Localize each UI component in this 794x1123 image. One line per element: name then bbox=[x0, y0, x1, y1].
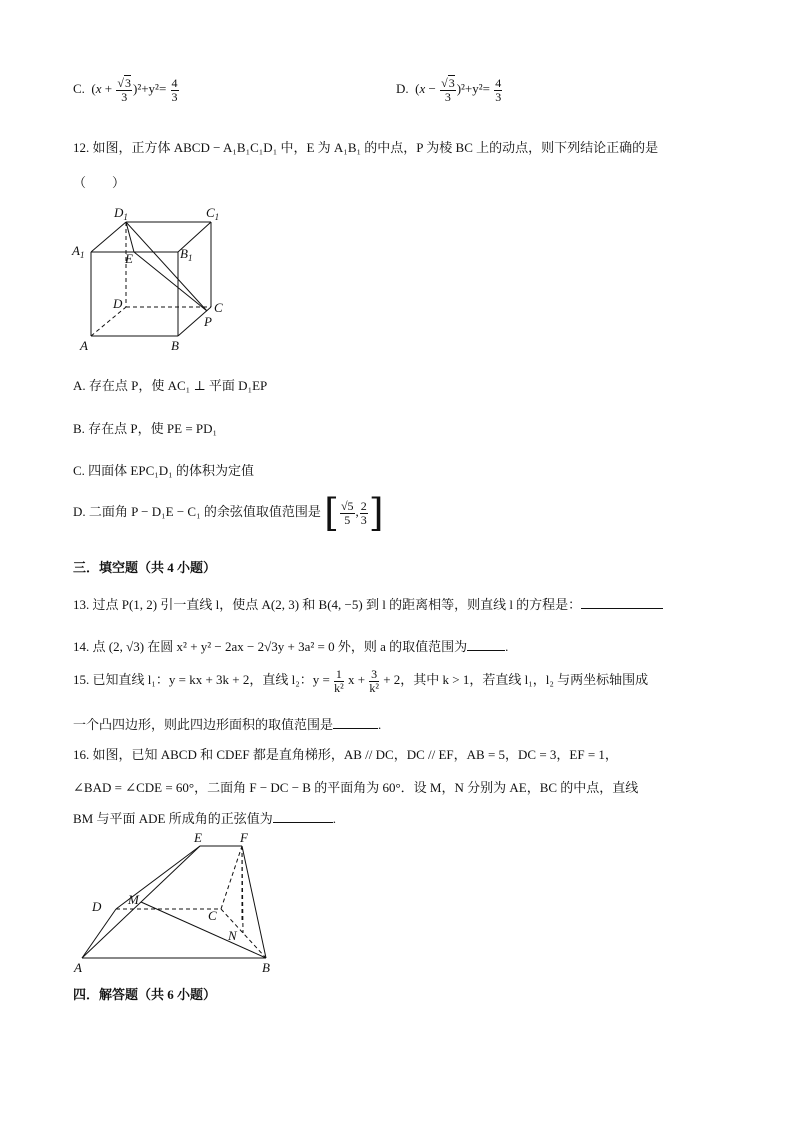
q13-answer-blank bbox=[581, 608, 663, 609]
q16-trapezoid-figure bbox=[70, 828, 290, 978]
q14-answer-blank bbox=[467, 650, 505, 651]
q12-label-e: E bbox=[125, 251, 133, 266]
q12-label-b: B bbox=[171, 338, 179, 353]
q11-option-d: D. (x − $\frac{√3}{3}$ )²+y²= $\frac{4}{3}$ bbox=[396, 76, 502, 104]
q12-label-a1: $A_1$ bbox=[72, 243, 85, 260]
q12-option-a: A. 存在点 P，使 AC₁ ⊥ 平面 D₁EP bbox=[73, 378, 268, 393]
q16-line1: 16. 如图，已知 ABCD 和 CDEF 都是直角梯形，AB // DC，DC // EF，AB = 5，DC = 3，EF = 1， bbox=[73, 747, 618, 762]
q16-label-m: M bbox=[128, 892, 139, 907]
q12-label-c: C bbox=[214, 300, 223, 315]
q16-answer-blank bbox=[273, 822, 333, 823]
q16-label-n: N bbox=[228, 928, 237, 943]
q14: 14. 点 (2, √3) 在圆 x² + y² − 2ax − 2√3y + 3a² = 0 外，则 a 的取值范围为 . bbox=[73, 639, 509, 654]
q16-line2: ∠BAD = ∠CDE = 60°，二面角 F − DC − B 的平面角为 60°．设 M，N 分别为 AE，BC 的中点，直线 bbox=[73, 780, 639, 795]
q12-label-a: A bbox=[80, 338, 88, 353]
q15-line1: 15. 已知直线 l₁：y = kx + 3k + 2，直线 l₂：y = $\frac{1}{\text{k²}}$ x + $\frac{3}{\text{k²}}$ + 2，其中 k > 1，若直线 l₁，l₂ 与两坐标轴围成 bbox=[73, 667, 649, 695]
q12-label-p: P bbox=[204, 314, 212, 329]
section-3-heading: 三．填空题（共 4 小题） bbox=[73, 560, 217, 575]
q12-option-d: D. 二面角 P − D₁E − C₁ 的余弦值取值范围是 [ $\frac{√5}{5}$ , $\frac{2}{3}$ ] bbox=[73, 491, 384, 535]
q12-label-c1: $C_1$ bbox=[206, 205, 220, 222]
q12-label-d1: $D_1$ bbox=[114, 205, 128, 222]
q15-line2: 一个凸四边形，则此四边形面积的取值范围是 . bbox=[73, 717, 382, 732]
q16-line3: BM 与平面 ADE 所成角的正弦值为 . bbox=[73, 811, 336, 826]
q12-option-b: B. 存在点 P，使 PE = PD₁ bbox=[73, 421, 218, 436]
q16-label-e: E bbox=[194, 830, 202, 845]
q12-label-b1: $B_1$ bbox=[180, 246, 193, 263]
q12-label-d: D bbox=[113, 296, 123, 311]
section-4-heading: 四．解答题（共 6 小题） bbox=[73, 987, 217, 1002]
q11-option-c: C. (x + $\frac{√3}{3}$ )²+y²= $\frac{4}{3}$ bbox=[73, 76, 178, 104]
q12-answer-paren: （ ） bbox=[73, 175, 126, 190]
q12-stem: 12. 如图，正方体 ABCD − A₁B₁C₁D₁ 中，E 为 A₁B₁ 的中点，P 为棱 BC 上的动点，则下列结论正确的是 bbox=[73, 140, 659, 155]
q12-cube-figure bbox=[70, 200, 240, 360]
q12-option-c: C. 四面体 EPC₁D₁ 的体积为定值 bbox=[73, 463, 254, 478]
q16-label-b: B bbox=[262, 960, 270, 975]
q15-answer-blank bbox=[333, 728, 378, 729]
q13: 13. 过点 P(1, 2) 引一直线 l，使点 A(2, 3) 和 B(4, −5) 到 l 的距离相等，则直线 l 的方程是： bbox=[73, 594, 663, 613]
q16-label-d: D bbox=[92, 899, 102, 914]
q16-label-f: F bbox=[240, 830, 248, 845]
q16-label-c: C bbox=[208, 908, 217, 923]
q16-label-a: A bbox=[74, 960, 82, 975]
